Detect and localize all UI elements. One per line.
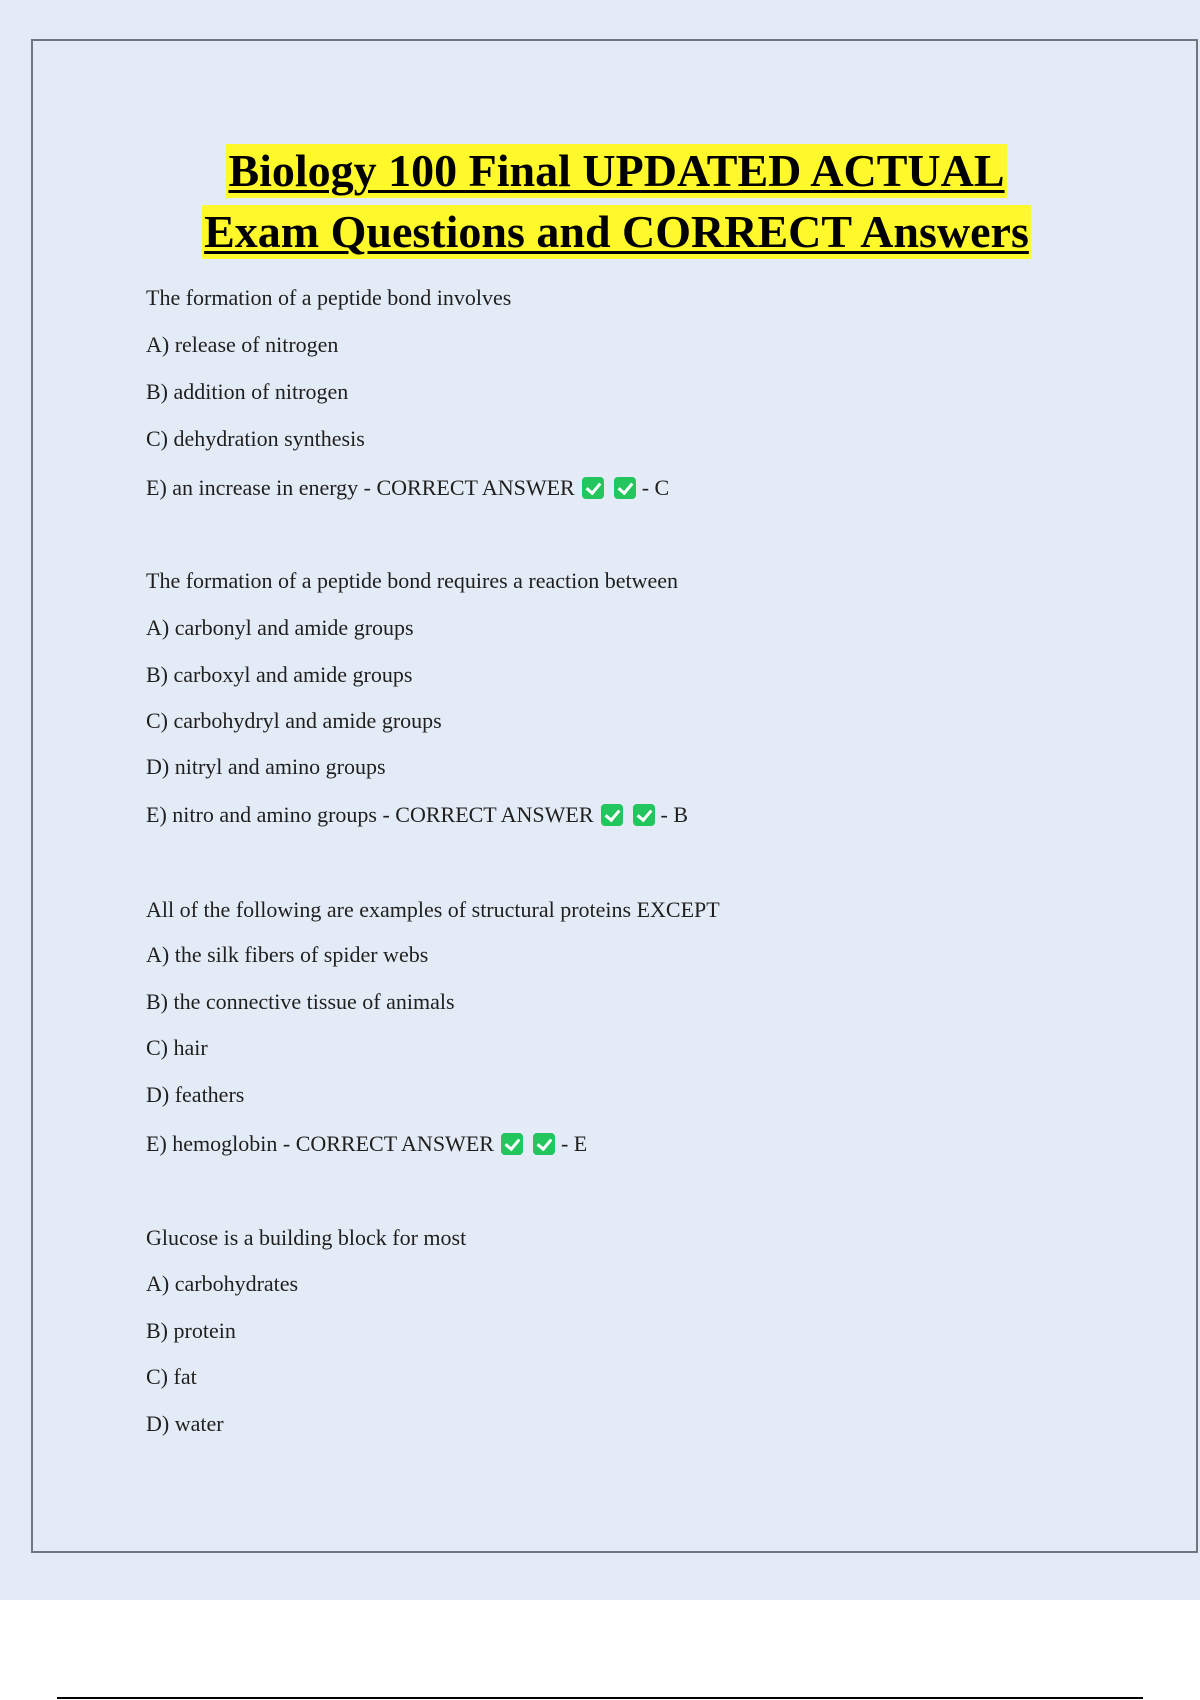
question-2-option-a: A) carbonyl and amide groups — [146, 615, 414, 640]
question-4-option-d: D) water — [146, 1411, 224, 1436]
question-3-option-d: D) feathers — [146, 1082, 245, 1107]
question-4-prompt: Glucose is a building block for most — [146, 1225, 467, 1250]
question-3-option-b: B) the connective tissue of animals — [146, 989, 455, 1014]
check-mark-icon — [614, 477, 636, 499]
question-1-option-a: A) release of nitrogen — [146, 332, 339, 357]
question-2-answer: - B — [660, 802, 689, 827]
question-1-prompt: The formation of a peptide bond involves — [146, 285, 512, 310]
check-mark-icon — [533, 1133, 555, 1155]
document-frame — [31, 39, 1198, 1553]
question-2-prompt: The formation of a peptide bond requires a reaction between — [146, 568, 679, 593]
question-3-option-a: A) the silk fibers of spider webs — [146, 942, 429, 967]
question-2-option-e: E) nitro and amino groups - CORRECT ANSWER — [146, 802, 594, 827]
check-mark-icon — [633, 804, 655, 826]
question-4-option-b: B) protein — [146, 1318, 236, 1343]
question-1-option-c: C) dehydration synthesis — [146, 426, 365, 451]
question-2-option-b: B) carboxyl and amide groups — [146, 662, 413, 687]
question-4-option-c: C) fat — [146, 1364, 197, 1389]
question-3-answer-line — [146, 1130, 587, 1158]
question-2-answer-line — [146, 801, 688, 829]
question-1-answer: - C — [641, 475, 670, 500]
question-3-option-c: C) hair — [146, 1035, 208, 1060]
question-1-option-b: B) addition of nitrogen — [146, 379, 349, 404]
title-line-2: Exam Questions and CORRECT Answers — [204, 206, 1029, 257]
title-line-1: Biology 100 Final UPDATED ACTUAL — [228, 145, 1005, 196]
document-title — [33, 144, 1200, 266]
question-3-prompt: All of the following are examples of structural proteins EXCEPT — [146, 897, 720, 922]
question-1-option-e: E) an increase in energy - CORRECT ANSWER — [146, 475, 575, 500]
page-footer-rule — [57, 1697, 1143, 1699]
question-2-option-d: D) nitryl and amino groups — [146, 754, 386, 779]
question-3-answer: - E — [560, 1131, 588, 1156]
question-2-option-c: C) carbohydryl and amide groups — [146, 708, 442, 733]
question-4-option-a: A) carbohydrates — [146, 1271, 299, 1296]
check-mark-icon — [582, 477, 604, 499]
question-1-answer-line — [146, 474, 669, 502]
check-mark-icon — [601, 804, 623, 826]
question-3-option-e: E) hemoglobin - CORRECT ANSWER — [146, 1131, 494, 1156]
check-mark-icon — [501, 1133, 523, 1155]
